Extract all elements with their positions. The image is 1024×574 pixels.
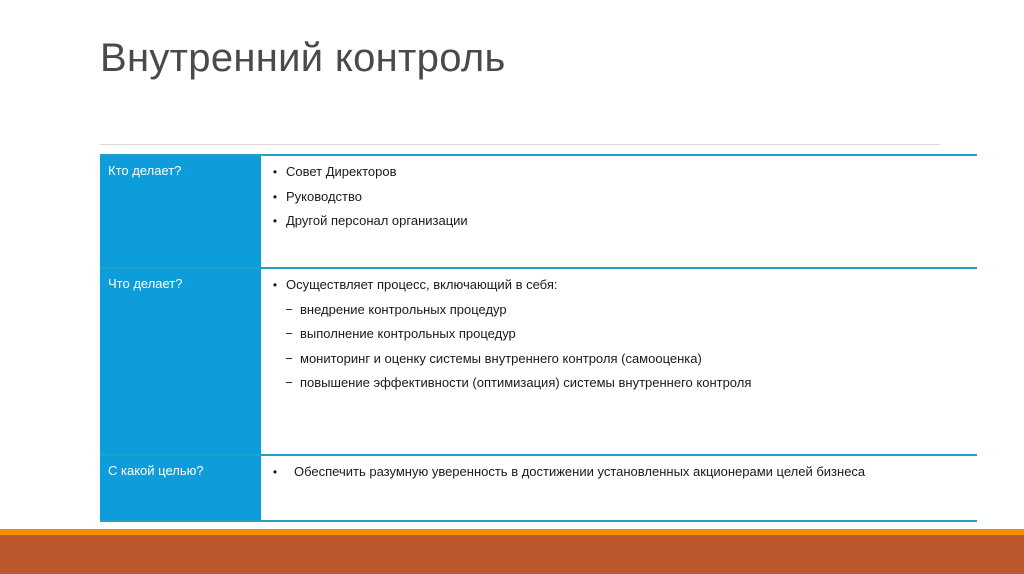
sub-list-item: − внедрение контрольных процедур [268,298,977,323]
bullet-icon: • [272,189,278,204]
sub-list-item: − мониторинг и оценку системы внутреннего контроля (самооценка) [268,347,977,372]
bullet-icon: • [272,465,278,479]
row-label-who: Кто делает? [100,156,262,267]
dash-icon: − [285,350,293,366]
sub-list-item: − повышение эффективности (оптимизация) системы внутреннего контроля [268,371,977,396]
row-label-goal: С какой целью? [100,456,262,520]
row-content-goal [262,456,977,520]
list-item: • Другой персонал организации [268,209,977,234]
footer-bar [0,535,1024,574]
slide-title: Внутренний контроль [100,36,506,80]
bullet-icon: • [272,214,278,228]
table-row-what [100,267,977,454]
list-item: • Совет Директоров [268,160,977,185]
title-divider [100,144,940,145]
bullet-icon: • [272,165,278,179]
list-item: • Руководство [268,185,977,210]
dash-icon: − [285,301,293,317]
row-content-who [262,156,977,267]
dash-icon: − [285,326,293,341]
table-row-goal [100,454,977,522]
list-item: • Осуществляет процесс, включающий в себя: [268,273,977,298]
row-content-what [262,269,977,454]
list-item: • Обеспечить разумную уверенность в достижении установленных акционерами целей бизнеса [268,460,977,485]
dash-icon: − [285,375,293,390]
table-row-who [100,154,977,267]
bullet-icon: • [272,278,278,292]
info-table [100,154,977,522]
sub-list-item: − выполнение контрольных процедур [268,322,977,347]
row-label-what: Что делает? [100,269,262,454]
